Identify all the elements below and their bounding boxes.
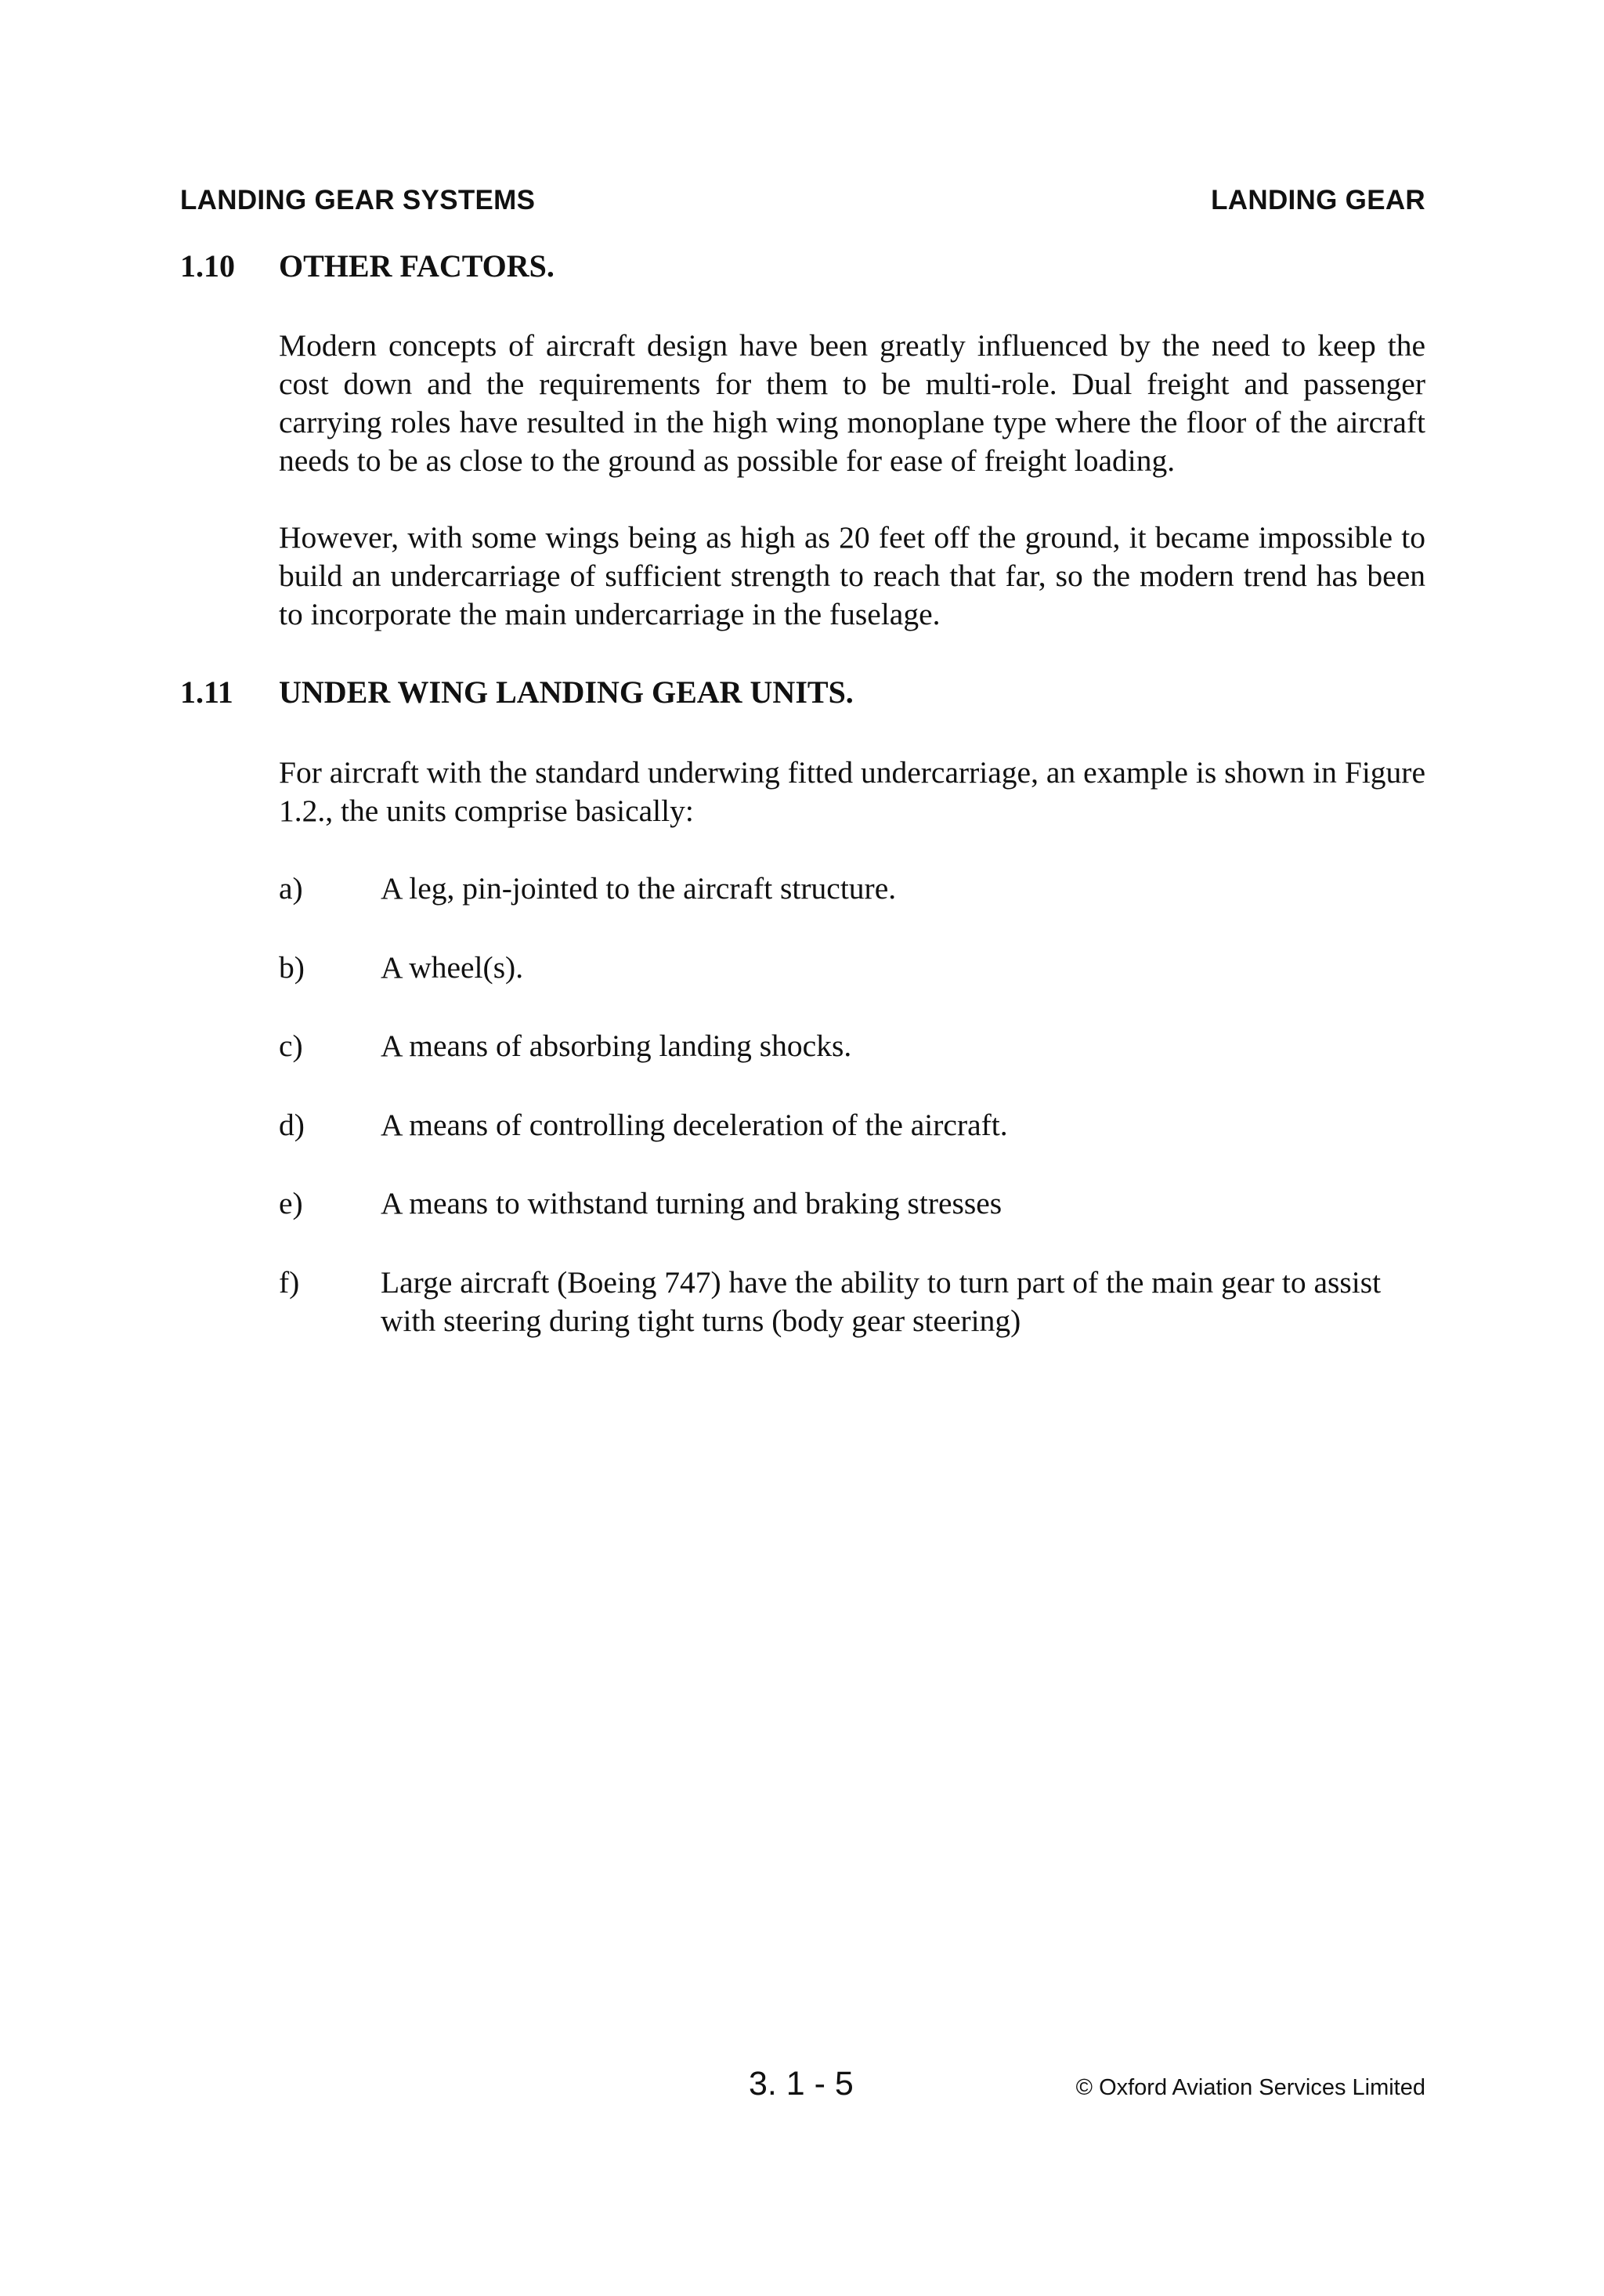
section-heading-1-10 xyxy=(180,248,555,284)
list-text: A means of controlling deceleration of the aircraft. xyxy=(381,1108,1008,1142)
list-text: A wheel(s). xyxy=(381,950,524,985)
list-marker: f) xyxy=(279,1265,300,1300)
section-heading-1-11 xyxy=(180,674,854,710)
list-item xyxy=(279,1184,1425,1223)
page-number: 3. 1 - 5 xyxy=(749,2065,854,2103)
section-title: UNDER WING LANDING GEAR UNITS. xyxy=(279,674,854,710)
paragraph-design-influences: Modern concepts of aircraft design have been greatly influenced by the need to keep the cost down and the requirements for them to be multi-role. Dual freight and passenger carrying roles have resulted in the high wing monoplane type where the floor of the aircraft needs to be as close to the ground as possible for ease of freight loading. xyxy=(279,328,1425,478)
list-text: Large aircraft (Boeing 747) have the ability to turn part of the main gear to assist with steering during tight turns (body gear steering) xyxy=(381,1265,1382,1338)
list-item xyxy=(279,1027,1425,1065)
page-header xyxy=(180,185,1425,216)
list-text: A means of absorbing landing shocks. xyxy=(381,1029,852,1063)
header-right-title: LANDING GEAR xyxy=(1211,185,1425,215)
list-marker: c) xyxy=(279,1029,303,1063)
list-item xyxy=(279,1106,1425,1144)
section-number: 1.11 xyxy=(180,674,233,710)
section-number: 1.10 xyxy=(180,248,235,284)
list-marker: d) xyxy=(279,1108,305,1142)
list-marker: b) xyxy=(279,950,305,985)
copyright-notice: © Oxford Aviation Services Limited xyxy=(1075,2075,1425,2100)
paragraph-units-intro: For aircraft with the standard underwing fitted undercarriage, an example is shown in Figure 1.2., the units comprise basically: xyxy=(279,755,1425,828)
list-item xyxy=(279,870,1425,908)
list-item xyxy=(279,1264,1425,1340)
list-marker: a) xyxy=(279,871,303,906)
list-item xyxy=(279,949,1425,987)
list-marker: e) xyxy=(279,1186,303,1220)
list-text: A leg, pin-jointed to the aircraft structure. xyxy=(381,871,897,906)
section-title: OTHER FACTORS. xyxy=(279,248,555,284)
paragraph-high-wing: However, with some wings being as high as 20 feet off the ground, it became impossible to build an undercarriage of sufficient strength to reach that far, so the modern trend has been to incorporate the main undercarriage in the fuselage. xyxy=(279,520,1425,631)
header-left-title: LANDING GEAR SYSTEMS xyxy=(180,185,536,215)
list-text: A means to withstand turning and braking stresses xyxy=(381,1186,1002,1220)
